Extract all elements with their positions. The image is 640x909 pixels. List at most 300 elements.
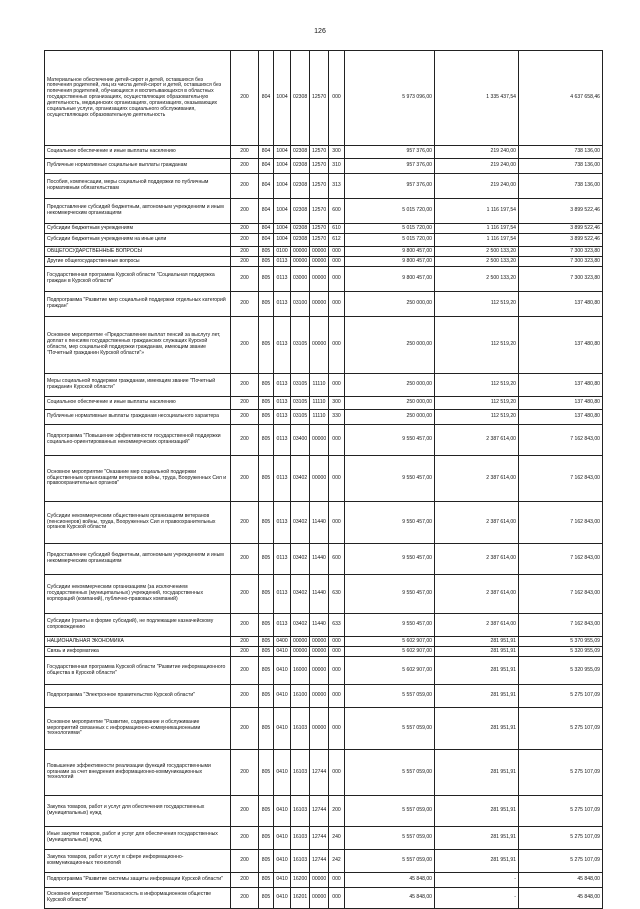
- sum-executed: 281 951,91: [435, 796, 519, 827]
- table-row: [45, 374, 603, 397]
- sum-executed: 2 500 133,20: [435, 257, 519, 267]
- row-name: Материальное обеспечение детей-сирот и детей, оставшихся без попечения родителей, лиц из числа детей-сирот и детей, оставшихся без попечения родителей, обучающихся и воспитывающихся в областных государственных организациях, осуществляющих образовательную деятельность, медицинских организациях, организациях, оказывающих социальные услуги, организациях социального обслуживания, осуществляющих образовательную деятельность: [45, 51, 231, 146]
- row-name: Субсидии бюджетным учреждениям: [45, 224, 231, 234]
- code-subsection: 1004: [274, 174, 291, 199]
- sum-remaining: 738 136,00: [519, 174, 603, 199]
- sum-executed: 1 116 197,54: [435, 234, 519, 247]
- sum-remaining: 7 162 843,00: [519, 502, 603, 544]
- code-section: 804: [259, 199, 274, 224]
- code-section: 805: [259, 456, 274, 502]
- code-grbs: 200: [231, 234, 259, 247]
- sum-remaining: 7 162 843,00: [519, 614, 603, 637]
- code-program: 00000: [291, 637, 310, 647]
- code-subsection: 0113: [274, 267, 291, 292]
- code-expense-type: 000: [329, 685, 345, 708]
- code-expense-type: 000: [329, 637, 345, 647]
- code-section: 805: [259, 317, 274, 374]
- code-section: 805: [259, 637, 274, 647]
- code-expense-type: 000: [329, 750, 345, 796]
- code-grbs: 200: [231, 544, 259, 575]
- code-subsection: 0410: [274, 657, 291, 685]
- table-row: [45, 544, 603, 575]
- sum-planned: 9 800 457,00: [345, 267, 435, 292]
- code-direction: 00000: [310, 657, 329, 685]
- sum-planned: 9 550 457,00: [345, 425, 435, 456]
- code-program: 03105: [291, 317, 310, 374]
- table-row: [45, 888, 603, 909]
- code-program: 16201: [291, 888, 310, 909]
- sum-remaining: 5 275 107,09: [519, 850, 603, 873]
- row-name: Подпрограмма "Развитие системы защиты информации Курской области": [45, 873, 231, 888]
- code-grbs: 200: [231, 502, 259, 544]
- code-expense-type: 000: [329, 51, 345, 146]
- sum-planned: 5 602 907,00: [345, 637, 435, 647]
- code-direction: 00000: [310, 873, 329, 888]
- sum-planned: 9 550 457,00: [345, 575, 435, 614]
- row-name: Подпрограмма "Электронное правительство Курской области": [45, 685, 231, 708]
- code-section: 805: [259, 750, 274, 796]
- sum-executed: 281 951,91: [435, 827, 519, 850]
- row-name: Субсидии бюджетным учреждениям на иные цели: [45, 234, 231, 247]
- table-row: [45, 575, 603, 614]
- table-row: [45, 317, 603, 374]
- code-subsection: 0113: [274, 397, 291, 410]
- code-subsection: 0410: [274, 850, 291, 873]
- code-expense-type: 000: [329, 888, 345, 909]
- code-direction: 12744: [310, 796, 329, 827]
- row-name: Предоставление субсидий бюджетным, автономным учреждениям и иным некоммерческим организациям: [45, 199, 231, 224]
- sum-executed: 281 951,91: [435, 708, 519, 750]
- code-subsection: 0113: [274, 410, 291, 425]
- table-row: [45, 647, 603, 657]
- table-row: [45, 456, 603, 502]
- sum-remaining: 3 899 522,46: [519, 234, 603, 247]
- code-section: 805: [259, 267, 274, 292]
- sum-executed: 281 951,91: [435, 850, 519, 873]
- code-program: 02308: [291, 199, 310, 224]
- sum-executed: 112 519,20: [435, 374, 519, 397]
- row-name: Основное мероприятие "Развитие, содержание и обслуживание мероприятий связанных с информационно-коммуникационными технологиями": [45, 708, 231, 750]
- code-subsection: 0410: [274, 796, 291, 827]
- row-name: Публичные нормативные социальные выплаты гражданам: [45, 159, 231, 174]
- code-grbs: 200: [231, 425, 259, 456]
- code-program: 00000: [291, 247, 310, 257]
- table-row: [45, 850, 603, 873]
- table-row: [45, 224, 603, 234]
- code-direction: 11110: [310, 397, 329, 410]
- code-grbs: 200: [231, 267, 259, 292]
- code-expense-type: 240: [329, 827, 345, 850]
- sum-remaining: 7 162 843,00: [519, 544, 603, 575]
- sum-planned: 5 557 059,00: [345, 796, 435, 827]
- code-section: 804: [259, 51, 274, 146]
- row-name: Основное мероприятие "Оказание мер социальной поддержки общественным организациям ветеранов войны, труда, Вооруженных Сил и правоохранительных органов": [45, 456, 231, 502]
- code-program: 03400: [291, 425, 310, 456]
- sum-executed: -: [435, 873, 519, 888]
- sum-remaining: 7 162 843,00: [519, 456, 603, 502]
- code-program: 16103: [291, 796, 310, 827]
- sum-remaining: 5 275 107,09: [519, 750, 603, 796]
- code-program: 16103: [291, 750, 310, 796]
- table-row: [45, 247, 603, 257]
- sum-executed: 112 519,20: [435, 410, 519, 425]
- page-number: 126: [314, 28, 326, 35]
- sum-planned: 5 015 720,00: [345, 234, 435, 247]
- sum-planned: 9 800 457,00: [345, 247, 435, 257]
- code-section: 805: [259, 292, 274, 317]
- code-direction: 00000: [310, 425, 329, 456]
- row-name: Государственная программа Курской области "Социальная поддержка граждан в Курской области": [45, 267, 231, 292]
- table-row: [45, 873, 603, 888]
- code-section: 804: [259, 224, 274, 234]
- code-expense-type: 000: [329, 502, 345, 544]
- sum-executed: 2 500 133,20: [435, 267, 519, 292]
- code-program: 03402: [291, 544, 310, 575]
- sum-remaining: 137 480,80: [519, 292, 603, 317]
- code-section: 805: [259, 247, 274, 257]
- code-direction: 12570: [310, 234, 329, 247]
- sum-executed: 219 240,00: [435, 174, 519, 199]
- code-expense-type: 330: [329, 410, 345, 425]
- sum-remaining: 137 480,80: [519, 317, 603, 374]
- code-grbs: 200: [231, 456, 259, 502]
- code-program: 03105: [291, 397, 310, 410]
- code-direction: 12570: [310, 199, 329, 224]
- code-expense-type: 313: [329, 174, 345, 199]
- code-section: 805: [259, 873, 274, 888]
- sum-executed: 281 951,91: [435, 750, 519, 796]
- code-program: 02308: [291, 159, 310, 174]
- code-program: 16103: [291, 827, 310, 850]
- sum-planned: 5 015 720,00: [345, 224, 435, 234]
- sum-remaining: 5 320 955,09: [519, 647, 603, 657]
- sum-executed: 219 240,00: [435, 146, 519, 159]
- code-expense-type: 000: [329, 317, 345, 374]
- code-expense-type: 000: [329, 425, 345, 456]
- code-grbs: 200: [231, 159, 259, 174]
- row-name: Субсидии некоммерческим организациям (за исключением государственных (муниципальных) учреждений, государственных корпораций (компаний), публично-правовых компаний): [45, 575, 231, 614]
- sum-remaining: 5 275 107,09: [519, 685, 603, 708]
- code-subsection: 1004: [274, 199, 291, 224]
- sum-executed: 219 240,00: [435, 159, 519, 174]
- sum-planned: 957 376,00: [345, 174, 435, 199]
- sum-remaining: 5 275 107,09: [519, 827, 603, 850]
- code-grbs: 200: [231, 647, 259, 657]
- row-name: Предоставление субсидий бюджетным, автономным учреждениям и иным некоммерческим организациям: [45, 544, 231, 575]
- code-subsection: 0113: [274, 292, 291, 317]
- code-program: 03402: [291, 456, 310, 502]
- sum-executed: 112 519,20: [435, 317, 519, 374]
- code-grbs: 200: [231, 614, 259, 637]
- code-section: 804: [259, 234, 274, 247]
- sum-executed: 2 387 614,00: [435, 544, 519, 575]
- code-section: 805: [259, 888, 274, 909]
- sum-planned: 5 602 907,00: [345, 647, 435, 657]
- code-section: 805: [259, 257, 274, 267]
- row-name: Связь и информатика: [45, 647, 231, 657]
- code-section: 804: [259, 159, 274, 174]
- sum-planned: 5 557 059,00: [345, 827, 435, 850]
- code-program: 02308: [291, 146, 310, 159]
- sum-remaining: 4 637 658,46: [519, 51, 603, 146]
- code-expense-type: 612: [329, 234, 345, 247]
- sum-planned: 250 000,00: [345, 292, 435, 317]
- code-expense-type: 000: [329, 647, 345, 657]
- code-program: 16103: [291, 850, 310, 873]
- sum-executed: 2 387 614,00: [435, 614, 519, 637]
- sum-remaining: 7 300 323,80: [519, 267, 603, 292]
- code-direction: 11440: [310, 614, 329, 637]
- code-expense-type: 000: [329, 657, 345, 685]
- code-subsection: 0410: [274, 750, 291, 796]
- code-subsection: 0113: [274, 544, 291, 575]
- code-grbs: 200: [231, 397, 259, 410]
- code-subsection: 0100: [274, 247, 291, 257]
- code-section: 805: [259, 425, 274, 456]
- sum-remaining: 3 899 522,46: [519, 224, 603, 234]
- sum-executed: 112 519,20: [435, 397, 519, 410]
- sum-planned: 9 550 457,00: [345, 456, 435, 502]
- code-program: 02308: [291, 234, 310, 247]
- code-program: 02308: [291, 174, 310, 199]
- code-grbs: 200: [231, 174, 259, 199]
- code-grbs: 200: [231, 575, 259, 614]
- code-program: 02308: [291, 51, 310, 146]
- code-direction: 12570: [310, 174, 329, 199]
- sum-planned: 9 550 457,00: [345, 544, 435, 575]
- code-grbs: 200: [231, 257, 259, 267]
- code-subsection: 0113: [274, 502, 291, 544]
- sum-remaining: 7 300 323,80: [519, 247, 603, 257]
- code-section: 805: [259, 575, 274, 614]
- code-expense-type: 000: [329, 292, 345, 317]
- sum-remaining: 3 899 522,46: [519, 199, 603, 224]
- row-name: Подпрограмма "Развитие мер социальной поддержки отдельных категорий граждан": [45, 292, 231, 317]
- sum-remaining: 7 162 843,00: [519, 575, 603, 614]
- code-subsection: 1004: [274, 234, 291, 247]
- code-grbs: 200: [231, 374, 259, 397]
- row-name: Социальное обеспечение и иные выплаты населению: [45, 397, 231, 410]
- code-grbs: 200: [231, 637, 259, 647]
- table-row: [45, 708, 603, 750]
- sum-planned: 9 550 457,00: [345, 614, 435, 637]
- row-name: Субсидии (гранты в форме субсидий), не подлежащие казначейскому сопровождению: [45, 614, 231, 637]
- code-section: 805: [259, 827, 274, 850]
- code-program: 16103: [291, 708, 310, 750]
- code-expense-type: 310: [329, 159, 345, 174]
- code-section: 805: [259, 544, 274, 575]
- code-grbs: 200: [231, 850, 259, 873]
- row-name: Закупка товаров, работ и услуг в сфере информационно-коммуникационных технологий: [45, 850, 231, 873]
- code-direction: 11110: [310, 410, 329, 425]
- code-subsection: 0410: [274, 708, 291, 750]
- table-row: [45, 257, 603, 267]
- code-subsection: 0113: [274, 317, 291, 374]
- code-direction: 00000: [310, 888, 329, 909]
- code-program: 16100: [291, 685, 310, 708]
- sum-planned: 5 557 059,00: [345, 750, 435, 796]
- code-direction: 00000: [310, 247, 329, 257]
- sum-remaining: 5 275 107,09: [519, 708, 603, 750]
- code-direction: 11110: [310, 374, 329, 397]
- code-direction: 00000: [310, 317, 329, 374]
- budget-table: [44, 50, 603, 909]
- row-name: Основное мероприятие «Предоставление выплат пенсий за выслугу лет, доплат к пенсиям государственных гражданских служащих Курской области, мер социальной поддержки гражданам, имеющим звание "Почетный гражданин Курской области"»: [45, 317, 231, 374]
- row-name: Публичные нормативные выплаты гражданам несоциального характера: [45, 410, 231, 425]
- code-direction: 00000: [310, 685, 329, 708]
- sum-planned: 9 800 457,00: [345, 257, 435, 267]
- code-expense-type: 610: [329, 224, 345, 234]
- code-subsection: 0113: [274, 257, 291, 267]
- sum-executed: 2 387 614,00: [435, 456, 519, 502]
- code-section: 805: [259, 657, 274, 685]
- code-expense-type: 300: [329, 146, 345, 159]
- sum-remaining: 5 370 955,09: [519, 637, 603, 647]
- row-name: Социальное обеспечение и иные выплаты населению: [45, 146, 231, 159]
- code-expense-type: 000: [329, 374, 345, 397]
- sum-planned: 9 550 457,00: [345, 502, 435, 544]
- code-grbs: 200: [231, 51, 259, 146]
- code-grbs: 200: [231, 657, 259, 685]
- sum-executed: 1 116 197,54: [435, 224, 519, 234]
- code-expense-type: 600: [329, 199, 345, 224]
- code-direction: 12744: [310, 850, 329, 873]
- sum-planned: 250 000,00: [345, 374, 435, 397]
- code-subsection: 0113: [274, 614, 291, 637]
- sum-planned: 957 376,00: [345, 146, 435, 159]
- code-section: 805: [259, 374, 274, 397]
- code-subsection: 0410: [274, 647, 291, 657]
- code-program: 00000: [291, 647, 310, 657]
- row-name: Меры социальной поддержки гражданам, имеющим звание "Почетный гражданин Курской области": [45, 374, 231, 397]
- sum-remaining: 7 162 843,00: [519, 425, 603, 456]
- table-row: [45, 199, 603, 224]
- code-expense-type: 633: [329, 614, 345, 637]
- sum-remaining: 5 320 955,09: [519, 657, 603, 685]
- code-program: 03402: [291, 502, 310, 544]
- code-section: 805: [259, 614, 274, 637]
- table-row: [45, 502, 603, 544]
- row-name: Закупка товаров, работ и услуг для обеспечения государственных (муниципальных) нужд: [45, 796, 231, 827]
- row-name: Другие общегосударственные вопросы: [45, 257, 231, 267]
- code-grbs: 200: [231, 873, 259, 888]
- code-direction: 11440: [310, 575, 329, 614]
- code-section: 805: [259, 685, 274, 708]
- code-grbs: 200: [231, 247, 259, 257]
- code-section: 805: [259, 397, 274, 410]
- code-section: 804: [259, 146, 274, 159]
- code-subsection: 1004: [274, 159, 291, 174]
- code-program: 02308: [291, 224, 310, 234]
- code-program: 03105: [291, 374, 310, 397]
- code-grbs: 200: [231, 685, 259, 708]
- code-expense-type: 000: [329, 267, 345, 292]
- sum-executed: 281 951,91: [435, 647, 519, 657]
- code-grbs: 200: [231, 146, 259, 159]
- code-direction: 12570: [310, 146, 329, 159]
- table-row: [45, 292, 603, 317]
- sum-planned: 5 015 720,00: [345, 199, 435, 224]
- code-direction: 00000: [310, 267, 329, 292]
- code-direction: 00000: [310, 257, 329, 267]
- table-row: [45, 397, 603, 410]
- code-direction: 11440: [310, 502, 329, 544]
- code-program: 00000: [291, 257, 310, 267]
- code-subsection: 0113: [274, 374, 291, 397]
- sum-remaining: 137 480,80: [519, 374, 603, 397]
- sum-executed: -: [435, 888, 519, 909]
- sum-executed: 2 387 614,00: [435, 502, 519, 544]
- sum-executed: 2 387 614,00: [435, 425, 519, 456]
- code-expense-type: 300: [329, 397, 345, 410]
- code-expense-type: 000: [329, 873, 345, 888]
- code-expense-type: 000: [329, 708, 345, 750]
- code-expense-type: 242: [329, 850, 345, 873]
- table-row: [45, 267, 603, 292]
- sum-remaining: 738 136,00: [519, 159, 603, 174]
- row-name: Пособия, компенсации, меры социальной поддержки по публичным нормативным обязательствам: [45, 174, 231, 199]
- code-program: 03100: [291, 292, 310, 317]
- table-row: [45, 614, 603, 637]
- code-direction: 00000: [310, 292, 329, 317]
- code-expense-type: 000: [329, 456, 345, 502]
- code-grbs: 200: [231, 796, 259, 827]
- sum-remaining: 45 848,00: [519, 873, 603, 888]
- sum-remaining: 738 136,00: [519, 146, 603, 159]
- table-row: [45, 796, 603, 827]
- sum-planned: 250 000,00: [345, 410, 435, 425]
- sum-executed: 281 951,91: [435, 685, 519, 708]
- sum-executed: 281 951,91: [435, 637, 519, 647]
- sum-executed: 1 335 437,54: [435, 51, 519, 146]
- code-grbs: 200: [231, 292, 259, 317]
- sum-remaining: 7 300 323,80: [519, 257, 603, 267]
- sum-planned: 45 848,00: [345, 873, 435, 888]
- code-grbs: 200: [231, 750, 259, 796]
- sum-executed: 2 387 614,00: [435, 575, 519, 614]
- sum-executed: 1 116 197,54: [435, 199, 519, 224]
- code-section: 805: [259, 502, 274, 544]
- code-grbs: 200: [231, 888, 259, 909]
- code-grbs: 200: [231, 199, 259, 224]
- code-section: 805: [259, 850, 274, 873]
- code-direction: 12744: [310, 827, 329, 850]
- code-section: 805: [259, 708, 274, 750]
- table-row: [45, 146, 603, 159]
- code-program: 03000: [291, 267, 310, 292]
- code-direction: 11440: [310, 544, 329, 575]
- code-grbs: 200: [231, 410, 259, 425]
- table-row: [45, 234, 603, 247]
- sum-remaining: 5 275 107,09: [519, 796, 603, 827]
- table-row: [45, 827, 603, 850]
- code-subsection: 0113: [274, 425, 291, 456]
- sum-executed: 112 519,20: [435, 292, 519, 317]
- code-subsection: 1004: [274, 146, 291, 159]
- table-row: [45, 425, 603, 456]
- table-row: [45, 657, 603, 685]
- code-subsection: 1004: [274, 224, 291, 234]
- code-expense-type: 600: [329, 544, 345, 575]
- code-direction: 00000: [310, 456, 329, 502]
- code-expense-type: 630: [329, 575, 345, 614]
- row-name: Подпрограмма "Повышение эффективности государственной поддержки социально-ориентированных некоммерческих организаций": [45, 425, 231, 456]
- sum-planned: 45 848,00: [345, 888, 435, 909]
- table-row: [45, 685, 603, 708]
- code-subsection: 0113: [274, 456, 291, 502]
- row-name: Основное мероприятие "Безопасность в информационном обществе Курской области": [45, 888, 231, 909]
- code-section: 804: [259, 174, 274, 199]
